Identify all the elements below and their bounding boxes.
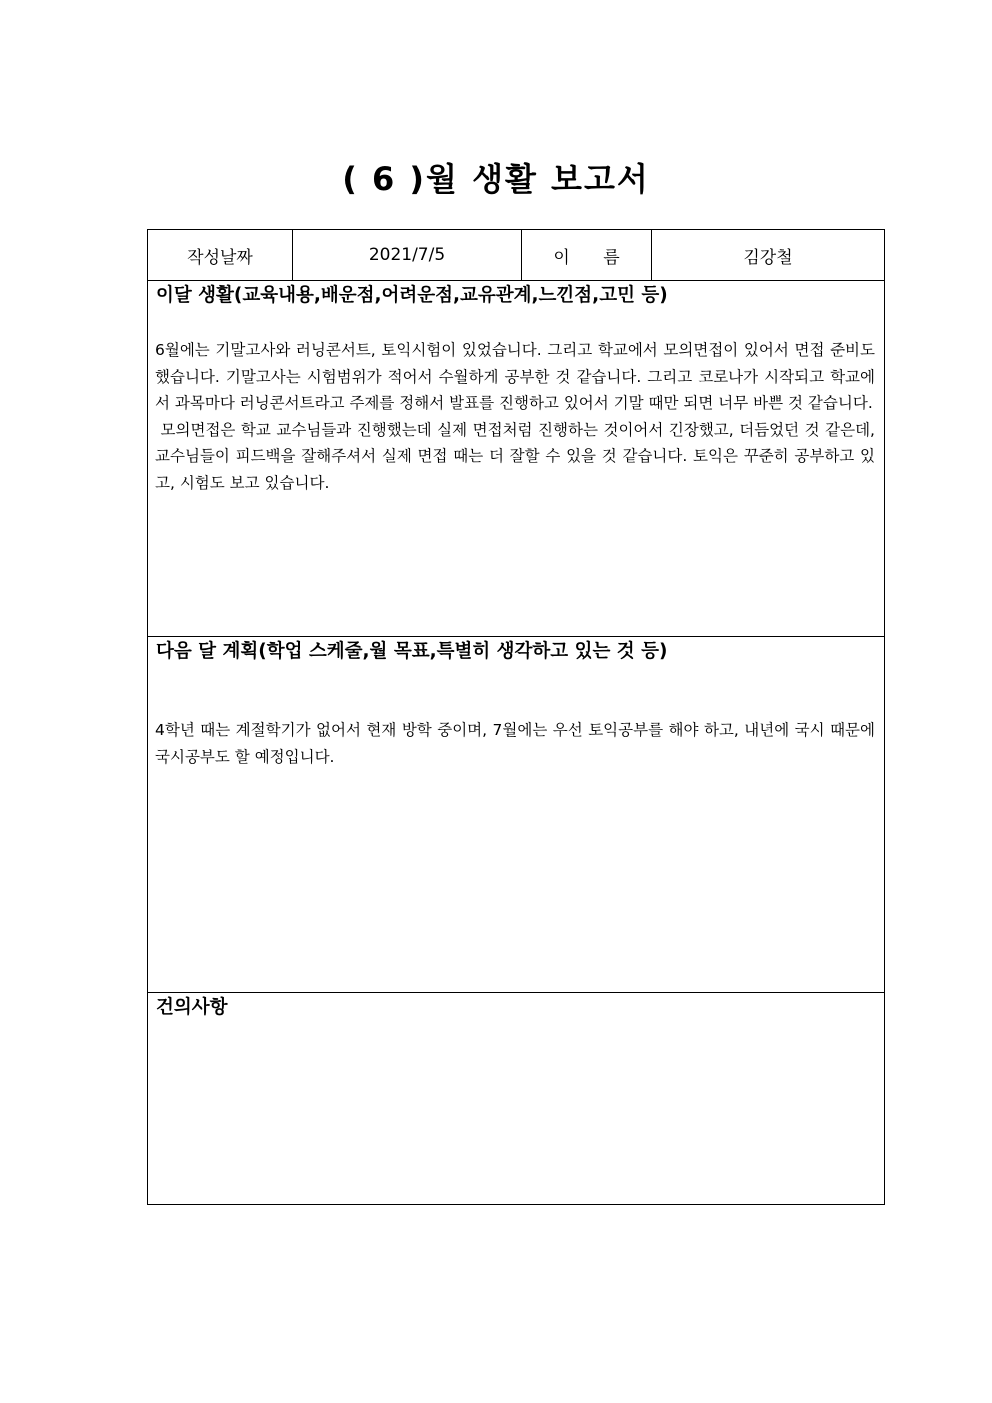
- paragraph: 모의면접은 학교 교수님들과 진행했는데 실제 면접처럼 진행하는 것이어서 긴장했고, 더듬었던 것 같은데, 교수님들이 피드백을 잘해주셔서 실제 면접 때는 더 잘할 수 있을 것 같습니다. 토익은 꾸준히 공부하고 있고, 시험도 보고 있습니다.: [155, 420, 880, 492]
- report-form: [147, 229, 885, 1205]
- section-heading-this-month: 이달 생활(교육내용,배운점,어려운점,교유관계,느낀점,고민 등): [156, 285, 668, 306]
- name-label: 이 름: [521, 230, 651, 280]
- date-value: 2021/7/5: [292, 230, 521, 280]
- section-next-month: [148, 637, 884, 993]
- section-heading-next-month: 다음 달 계획(학업 스케줄,월 목표,특별히 생각하고 있는 것 등): [156, 641, 668, 662]
- section-this-month: [148, 281, 884, 637]
- date-label: 작성날짜: [187, 247, 253, 268]
- header-row: [148, 230, 884, 281]
- section-body-this-month: [155, 337, 880, 496]
- section-suggestions: [148, 993, 884, 1204]
- name-value: 김강철: [651, 230, 884, 280]
- section-body-next-month: [155, 717, 875, 770]
- paragraph: 6월에는 기말고사와 러닝콘서트, 토익시험이 있었습니다. 그리고 학교에서 모의면접이 있어서 면접 준비도 했습니다. 기말고사는 시험범위가 적어서 수월하게 공부한 것 같습니다. 그리고 코로나가 시작되고 학교에서 과목마다 러닝콘서트라고 주제를 정해서 발표를 진행하고 있어서 기말 때만 되면 너무 바쁜 것 같습니다.: [155, 341, 875, 412]
- page-title: ( 6 )월 생활 보고서: [342, 160, 650, 198]
- paragraph: 4학년 때는 계절학기가 없어서 현재 방학 중이며, 7월에는 우선 토익공부를 해야 하고, 내년에 국시 때문에 국시공부도 할 예정입니다.: [155, 721, 875, 766]
- section-heading-suggestions: 건의사항: [156, 997, 228, 1018]
